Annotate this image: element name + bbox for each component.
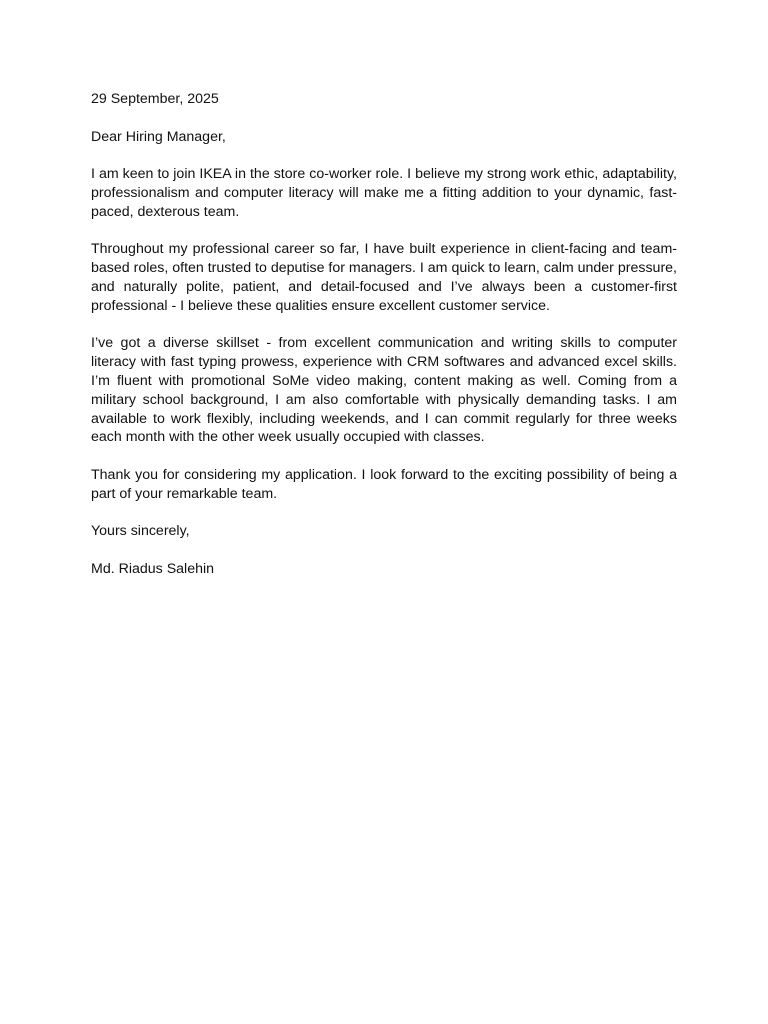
paragraph-skills: I’ve got a diverse skillset - from excellent communication and writing skills to computer literacy with fast typing prowess, experience with CRM softwares and advanced excel skills. I’m fluent with promotional SoMe video making, content making as well. Coming from a military school background, I am also comfortable with physically demanding tasks. I am available to work flexibly, including weekends, and I can commit regularly for three weeks each month with the other week usually occupied with classes. [91, 335, 677, 446]
paragraph-experience: Throughout my professional career so far, I have built experience in client-facing and team-based roles, often trusted to deputise for managers. I am quick to learn, calm under pressure, and naturally polite, patient, and detail-focused and I’ve always been a customer-first professional - I believe these qualities ensure excellent customer service. [91, 241, 677, 314]
cover-letter-body [91, 90, 677, 598]
letter-closing: Yours sincerely, [91, 523, 190, 540]
paragraph-thanks: Thank you for considering my application. I look forward to the exciting possibility of being a part of your remarkable team. [91, 466, 677, 502]
signature-name: Md. Riadus Salehin [91, 560, 215, 577]
letter-date: 29 September, 2025 [91, 91, 219, 107]
paragraph-introduction: I am keen to join IKEA in the store co-worker role. I believe my strong work ethic, adaptability, professionalism and computer literacy will make me a fitting addition to your dynamic, fast-paced, dexterous team. [91, 166, 677, 220]
letter-salutation: Dear Hiring Manager, [91, 128, 226, 145]
